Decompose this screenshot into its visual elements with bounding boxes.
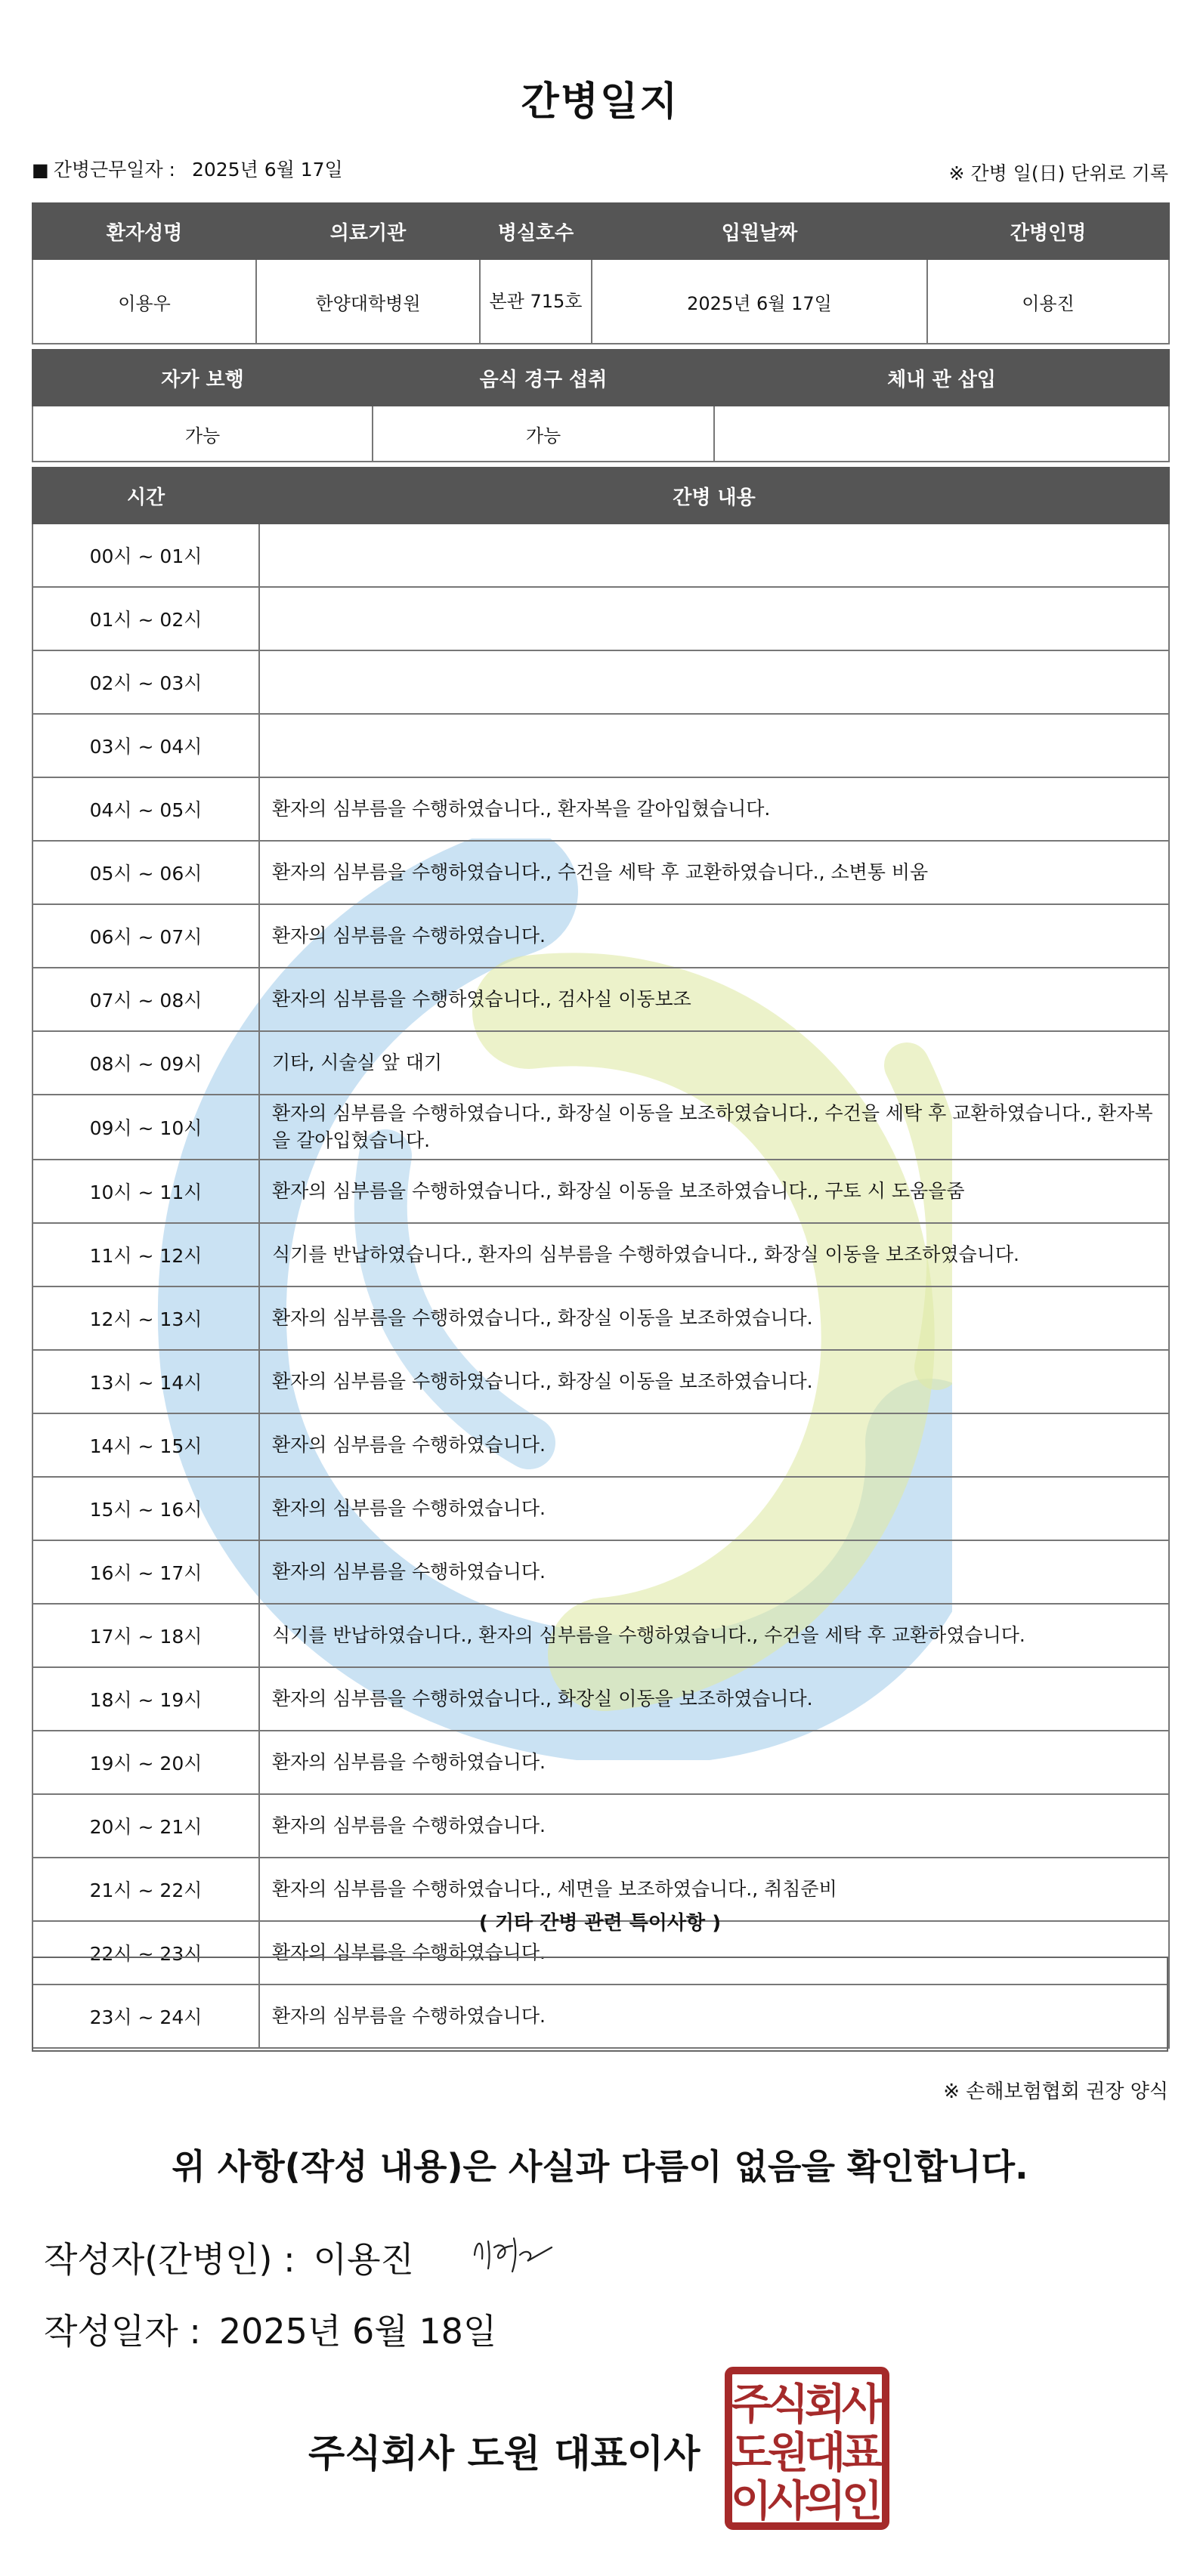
duty-date-line (32, 155, 343, 182)
care-log-content: 환자의 심부름을 수행하였습니다., 검사실 이동보조 (259, 968, 1169, 1031)
oral-intake-value: 가능 (373, 406, 714, 462)
header-care-content: 간병 내용 (259, 468, 1169, 524)
care-log-time: 18시 ~ 19시 (32, 1667, 259, 1731)
care-log-time: 07시 ~ 08시 (32, 968, 259, 1031)
room-number: 본관 715호 (480, 259, 592, 344)
care-log-content: 환자의 심부름을 수행하였습니다., 세면을 보조하였습니다., 취침준비 (259, 1858, 1169, 1921)
seal-character: 표 (841, 2429, 883, 2478)
header-patient-name: 환자성명 (32, 203, 256, 259)
care-log-time: 21시 ~ 22시 (32, 1858, 259, 1921)
care-log-row (32, 777, 1169, 841)
care-log-time: 01시 ~ 02시 (32, 587, 259, 650)
writer-label: 작성자(간병인) : (44, 2239, 295, 2280)
care-log-content (259, 587, 1169, 650)
seal-character: 사 (767, 2477, 809, 2526)
duty-date-label: 간병근무일자 : (53, 159, 175, 181)
header-time: 시간 (32, 468, 259, 524)
care-log-content: 환자의 심부름을 수행하였습니다., 화장실 이동을 보조하였습니다. (259, 1286, 1169, 1350)
care-log-row (32, 714, 1169, 777)
care-log-content: 환자의 심부름을 수행하였습니다. (259, 904, 1169, 968)
care-log-content: 환자의 심부름을 수행하였습니다., 수건을 세탁 후 교환하였습니다., 소변통 비움 (259, 841, 1169, 904)
care-log-row (32, 1413, 1169, 1477)
care-log-content (259, 650, 1169, 714)
care-log-time: 03시 ~ 04시 (32, 714, 259, 777)
company-line (308, 2423, 700, 2478)
special-notes-title: ( 기타 간병 관련 특이사항 ) (478, 1912, 722, 1935)
tube-insertion-value (714, 406, 1169, 462)
header-admission-date: 입원날짜 (592, 203, 927, 259)
care-log-time: 08시 ~ 09시 (32, 1031, 259, 1095)
seal-character: 사 (841, 2380, 883, 2429)
care-log-row (32, 1794, 1169, 1858)
company-seal-stamp (722, 2364, 892, 2532)
seal-character: 식 (767, 2380, 809, 2429)
care-log-time: 05시 ~ 06시 (32, 841, 259, 904)
admission-date: 2025년 6월 17일 (592, 259, 927, 344)
care-log-time: 22시 ~ 23시 (32, 1921, 259, 1985)
seal-character: 이 (730, 2477, 772, 2526)
care-log-row (32, 1540, 1169, 1604)
header-room: 병실호수 (480, 203, 592, 259)
header-self-walking: 자가 보행 (32, 350, 373, 406)
care-log-time: 19시 ~ 20시 (32, 1731, 259, 1794)
write-date-label: 작성일자 : (44, 2311, 201, 2352)
document-title: 간병일지 (521, 79, 679, 125)
care-log-content: 환자의 심부름을 수행하였습니다., 화장실 이동을 보조하였습니다., 수건을 세탁 후 교환하였습니다., 환자복을 갈아입혔습니다. (259, 1095, 1169, 1160)
care-log-content: 환자의 심부름을 수행하였습니다. (259, 1921, 1169, 1985)
care-log-content: 환자의 심부름을 수행하였습니다. (259, 1413, 1169, 1477)
care-log-time: 17시 ~ 18시 (32, 1604, 259, 1667)
company-role: 대표이사 (554, 2432, 701, 2476)
care-log-time: 11시 ~ 12시 (32, 1223, 259, 1286)
care-log-row (32, 1477, 1169, 1540)
care-log-time: 23시 ~ 24시 (32, 1985, 259, 2048)
care-log-row (32, 587, 1169, 650)
care-log-time: 12시 ~ 13시 (32, 1286, 259, 1350)
care-log-content: 환자의 심부름을 수행하였습니다., 화장실 이동을 보조하였습니다. (259, 1350, 1169, 1413)
care-log-time: 04시 ~ 05시 (32, 777, 259, 841)
care-log-row (32, 1350, 1169, 1413)
writer-name: 이용진 (313, 2239, 414, 2280)
care-log-time: 14시 ~ 15시 (32, 1413, 259, 1477)
seal-character: 주 (730, 2380, 772, 2429)
handwritten-signature (467, 2225, 558, 2278)
care-log-content: 식기를 반납하였습니다., 환자의 심부름을 수행하였습니다., 화장실 이동을 보조하였습니다. (259, 1223, 1169, 1286)
care-log-row (32, 841, 1169, 904)
header-tube-insertion: 체내 관 삽입 (714, 350, 1169, 406)
care-log-content: 환자의 심부름을 수행하였습니다. (259, 1477, 1169, 1540)
care-log-row (32, 968, 1169, 1031)
seal-character: 회 (804, 2380, 846, 2429)
seal-character: 의 (804, 2477, 846, 2526)
seal-character: 대 (804, 2429, 846, 2478)
self-walking-value: 가능 (32, 406, 373, 462)
care-log-row (32, 1731, 1169, 1794)
seal-character: 인 (841, 2477, 883, 2526)
care-log-row (32, 904, 1169, 968)
seal-character: 도 (730, 2429, 772, 2478)
care-log-content (259, 714, 1169, 777)
care-log-row (32, 1160, 1169, 1223)
patient-name: 이용우 (32, 259, 256, 344)
company-name: 주식회사 도원 (308, 2432, 541, 2476)
care-log-row (32, 524, 1169, 587)
care-log-row (32, 1095, 1169, 1160)
care-log-content: 식기를 반납하였습니다., 환자의 심부름을 수행하였습니다., 수건을 세탁 후 교환하였습니다. (259, 1604, 1169, 1667)
care-log-row (32, 650, 1169, 714)
header-oral-intake: 음식 경구 섭취 (373, 350, 714, 406)
care-log-content: 환자의 심부름을 수행하였습니다. (259, 1794, 1169, 1858)
care-log-content: 환자의 심부름을 수행하였습니다., 화장실 이동을 보조하였습니다. (259, 1667, 1169, 1731)
care-log-content (259, 524, 1169, 587)
care-log-time: 00시 ~ 01시 (32, 524, 259, 587)
special-notes-box (32, 1957, 1168, 2052)
care-log-content: 환자의 심부름을 수행하였습니다. (259, 1985, 1169, 2048)
patient-info-table (32, 202, 1170, 344)
care-log-content: 환자의 심부름을 수행하였습니다., 화장실 이동을 보조하였습니다., 구토 시 도움을줌 (259, 1160, 1169, 1223)
caregiver-name: 이용진 (927, 259, 1169, 344)
hospital-name: 한양대학병원 (256, 259, 480, 344)
header-hospital: 의료기관 (256, 203, 480, 259)
care-log-time: 20시 ~ 21시 (32, 1794, 259, 1858)
care-log-content: 환자의 심부름을 수행하였습니다. (259, 1731, 1169, 1794)
square-bullet-icon: ■ (32, 159, 49, 181)
care-log-time: 06시 ~ 07시 (32, 904, 259, 968)
care-log-content: 환자의 심부름을 수행하였습니다., 환자복을 갈아입혔습니다. (259, 777, 1169, 841)
care-log-time: 16시 ~ 17시 (32, 1540, 259, 1604)
care-log-row (32, 1286, 1169, 1350)
patient-status-table (32, 349, 1170, 462)
header-caregiver-name: 간병인명 (927, 203, 1169, 259)
association-note: ※ 손해보험협회 권장 양식 (943, 2080, 1168, 2103)
care-log-row (32, 1031, 1169, 1095)
care-log-row (32, 1667, 1169, 1731)
care-log-row (32, 1223, 1169, 1286)
care-log-time: 02시 ~ 03시 (32, 650, 259, 714)
unit-note: ※ 간병 일(日) 단위로 기록 (948, 162, 1168, 184)
care-log-time: 13시 ~ 14시 (32, 1350, 259, 1413)
seal-character: 원 (767, 2429, 809, 2478)
care-log-table (32, 467, 1170, 2049)
duty-date-value: 2025년 6월 17일 (191, 159, 343, 181)
care-log-time: 10시 ~ 11시 (32, 1160, 259, 1223)
care-log-content: 환자의 심부름을 수행하였습니다. (259, 1540, 1169, 1604)
care-log-time: 15시 ~ 16시 (32, 1477, 259, 1540)
write-date-line (44, 2304, 496, 2354)
care-log-content: 기타, 시술실 앞 대기 (259, 1031, 1169, 1095)
confirmation-statement: 위 사항(작성 내용)은 사실과 다름이 없음을 확인합니다. (172, 2146, 1028, 2187)
care-log-row (32, 1604, 1169, 1667)
writer-line (44, 2232, 414, 2282)
write-date-value: 2025년 6월 18일 (218, 2311, 497, 2352)
care-log-time: 09시 ~ 10시 (32, 1095, 259, 1160)
